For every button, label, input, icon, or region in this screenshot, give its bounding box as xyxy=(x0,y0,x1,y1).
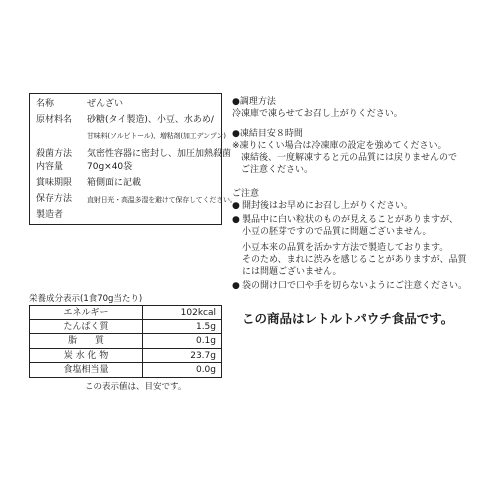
info-label: 原材料名 xyxy=(36,115,73,125)
info-value: 箱側面に記載 xyxy=(87,178,142,188)
nutrition-row-protein xyxy=(30,320,221,334)
info-value: 砂糖(タイ製造)、小豆、水あめ/ xyxy=(87,115,214,125)
product-info-table xyxy=(29,93,237,225)
info-label: 内容量 xyxy=(36,162,64,172)
info-label: 保存方法 xyxy=(36,194,73,204)
caution-line: 袋の開け口で口や手を切らないようにご注意ください。 xyxy=(242,281,468,291)
info-label: 名称 xyxy=(36,99,55,109)
info-label: 殺菌方法 xyxy=(36,149,73,159)
nutrition-row-salt xyxy=(30,363,221,377)
nutrition-value: 1.5g xyxy=(195,322,216,333)
nutrition-value: 23.7g xyxy=(190,350,216,361)
nutrition-row-carbohydrate xyxy=(30,349,221,363)
info-value: 直射日光・高温多湿を避けて保存してください。 xyxy=(87,196,237,204)
caution-bullet: ● xyxy=(232,201,240,211)
nutrition-label: 炭 水 化 物 xyxy=(30,349,143,362)
nutrition-note: この表示値は、目安です。 xyxy=(85,382,187,392)
info-label: 製造者 xyxy=(36,210,64,220)
info-value: 気密性容器に密封し、加圧加熱殺菌 xyxy=(87,149,232,159)
freeze-note-line: ※凍りにくい場合は冷凍庫の設定を強めてください。 xyxy=(232,141,447,151)
caution-line: 小豆の胚芽ですので品質に問題ございません。 xyxy=(242,227,432,237)
freeze-heading: ●凍結目安８時間 xyxy=(232,129,303,139)
freeze-note-line: 凍結後、一度解凍すると元の品質には戻りませんので xyxy=(241,153,458,163)
info-value: 甘味料(ソルビトール)、増粘剤(加工デンプン) xyxy=(87,132,226,140)
nutrition-value: 0.1g xyxy=(195,336,216,347)
caution-line: 開封後はお早めにお召し上がりください。 xyxy=(242,201,414,211)
info-label: 賞味期限 xyxy=(36,178,73,188)
nutrition-value: 0.0g xyxy=(195,364,216,375)
nutrition-title: 栄養成分表示(1食70g当たり) xyxy=(29,294,143,304)
nutrition-value: 102kcal xyxy=(180,308,216,318)
nutrition-row-fat xyxy=(30,334,221,348)
caution-line: 小豆本来の品質を活かす方法で製造しております。 xyxy=(242,243,449,253)
info-value: 70g×40袋 xyxy=(87,162,133,172)
nutrition-label: 脂 質 xyxy=(30,334,143,347)
info-value: ぜんざい xyxy=(87,99,124,109)
nutrition-row-energy xyxy=(30,306,221,320)
nutrition-label: エネルギー xyxy=(30,306,143,319)
caution-bullet: ● xyxy=(232,215,240,225)
caution-line: には問題ございません。 xyxy=(242,267,342,277)
nutrition-table xyxy=(29,305,222,378)
nutrition-label: 食塩相当量 xyxy=(30,363,143,377)
caution-line: 製品中に白い粒状のものが見えることがありますが、 xyxy=(242,215,459,225)
freeze-note-line: ご注意ください。 xyxy=(241,165,314,175)
caution-heading: ご注意 xyxy=(232,189,260,199)
cooking-text: 冷凍庫で凍らせてお召し上がりください。 xyxy=(232,109,403,119)
caution-bullet: ● xyxy=(232,281,240,291)
retort-pouch-notice: この商品はレトルトパウチ食品です。 xyxy=(242,311,454,326)
nutrition-label: たんぱく質 xyxy=(30,320,143,333)
caution-line: そのため、まれに渋みを感じることがありますが、品質 xyxy=(242,255,467,265)
cooking-heading: ●調理方法 xyxy=(232,97,276,107)
